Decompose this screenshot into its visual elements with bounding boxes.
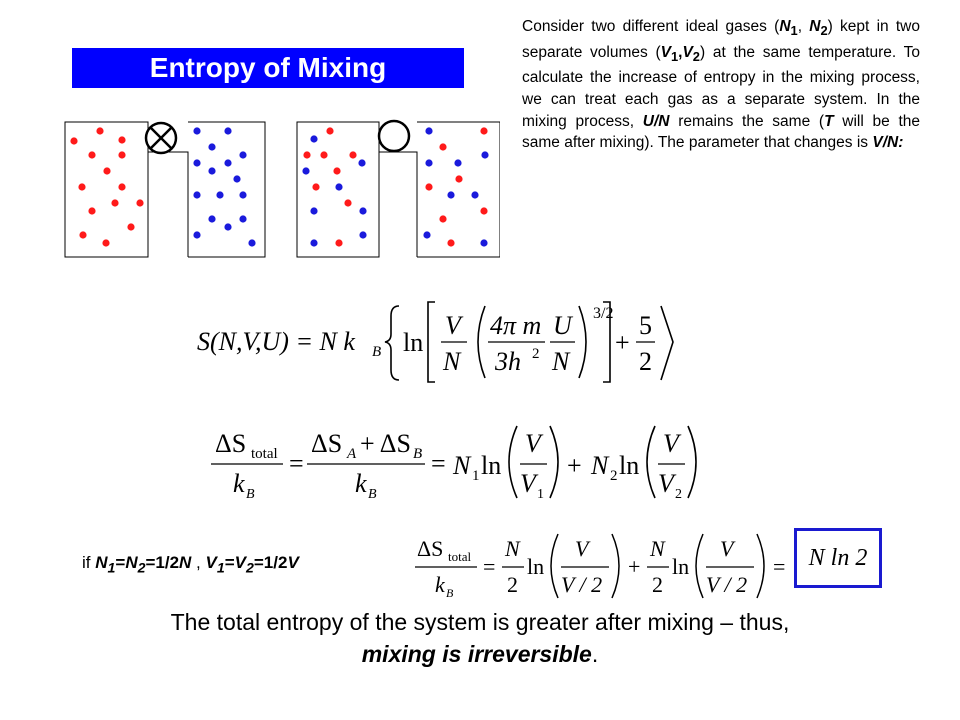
gas-particle xyxy=(239,191,246,198)
gas-particle xyxy=(447,239,454,246)
gas-particle xyxy=(439,215,446,222)
eq1-sub: B xyxy=(372,344,382,360)
eq3-v-num1: V xyxy=(575,536,589,561)
gas-particle xyxy=(358,159,365,166)
gas-particle xyxy=(425,127,432,134)
eq2-v2-sub: 2 xyxy=(675,487,682,502)
cond-var: V xyxy=(234,553,246,572)
eq1-frac2-den-sup: 2 xyxy=(532,346,540,362)
gas-particle xyxy=(312,183,319,190)
gas-particle xyxy=(359,231,366,238)
desc-sub: 1 xyxy=(790,23,798,39)
description-paragraph xyxy=(522,16,920,154)
eq2-ln1: ln xyxy=(481,451,502,480)
eq3-n2: N xyxy=(650,536,665,561)
gas-particle xyxy=(335,239,342,246)
gas-particle xyxy=(208,167,215,174)
gas-particle xyxy=(480,239,487,246)
gas-particle xyxy=(208,215,215,222)
eq3-v-den2: V / 2 xyxy=(706,572,748,597)
cond-sub: 2 xyxy=(246,560,254,577)
gas-particle xyxy=(193,231,200,238)
closed-valve-icon xyxy=(146,123,176,153)
cond-if: if xyxy=(82,553,96,572)
conclusion-line2 xyxy=(0,638,960,670)
eq2-ln2: ln xyxy=(619,451,640,480)
eq3-equals2: = xyxy=(773,554,786,579)
gas-particle xyxy=(224,127,231,134)
mixing-apparatus-diagram xyxy=(60,112,500,262)
eq2-kb2-sub: B xyxy=(368,487,377,502)
eq1-frac1-num: V xyxy=(445,311,461,340)
eq3-v-den1: V / 2 xyxy=(561,572,603,597)
eq2-v2: V xyxy=(658,469,674,498)
cond-eq: = xyxy=(115,553,126,572)
eq1-lhs: S(N,V,U) = N k xyxy=(197,327,355,356)
gas-particle xyxy=(248,239,255,246)
gas-particle xyxy=(118,183,125,190)
gas-particle xyxy=(310,135,317,142)
eq2-equals2: = xyxy=(431,449,446,478)
equal-mixing-equation xyxy=(413,530,793,602)
eq2-kb-sub: B xyxy=(246,487,255,502)
desc-var: V/N: xyxy=(872,134,904,152)
gas-particle xyxy=(439,143,446,150)
eq2-sum-num: ΔS xyxy=(311,429,343,458)
eq2-n2: N xyxy=(591,451,609,480)
eq1-frac1-den: N xyxy=(443,347,461,376)
desc-text: will be the same after mixing). The parameter that changes is xyxy=(522,112,921,152)
eq3-ln1: ln xyxy=(527,554,545,579)
eq3-plus: + xyxy=(628,554,641,579)
gas-particle xyxy=(303,151,310,158)
entropy-equation-sackur-tetrode xyxy=(195,296,695,386)
slide-title: Entropy of Mixing xyxy=(72,48,464,88)
gas-particle xyxy=(96,127,103,134)
gas-particle xyxy=(224,159,231,166)
gas-particle xyxy=(310,239,317,246)
eq2-v-num2: V xyxy=(663,429,679,458)
gas-particle xyxy=(88,151,95,158)
eq3-two2: 2 xyxy=(652,572,663,597)
conclusion xyxy=(0,606,960,670)
eq2-delta-s: ΔS xyxy=(215,429,247,458)
gas-particle xyxy=(88,207,95,214)
cond-var: V xyxy=(205,553,217,572)
gas-particle xyxy=(102,239,109,246)
gas-particle xyxy=(233,175,240,182)
desc-text: , xyxy=(797,18,810,35)
gas-particle xyxy=(480,127,487,134)
gas-particle xyxy=(454,159,461,166)
eq3-total: total xyxy=(448,549,472,564)
gas-particle xyxy=(333,167,340,174)
gas-particle xyxy=(193,127,200,134)
eq1-frac2-num: 4π m xyxy=(490,311,542,340)
cond-var: N xyxy=(125,553,138,572)
red-gas-particles xyxy=(70,127,143,246)
eq3-n1: N xyxy=(505,536,520,561)
gas-particle xyxy=(111,199,118,206)
eq1-plus: + xyxy=(615,328,630,357)
gas-particle xyxy=(335,183,342,190)
eq2-plus-ds: + ΔS xyxy=(360,429,411,458)
gas-particle xyxy=(118,151,125,158)
cond-var: N xyxy=(179,553,192,572)
eq1-frac2-den: 3h xyxy=(495,347,521,376)
eq2-sb: B xyxy=(413,446,423,462)
conclusion-emphasis: mixing is irreversible xyxy=(361,641,592,667)
gas-particle xyxy=(216,191,223,198)
blue-gas-particles xyxy=(193,127,255,246)
conclusion-line1: The total entropy of the system is greater after mixing – thus, xyxy=(170,609,790,635)
cond-sub: 2 xyxy=(137,560,146,577)
gas-particle xyxy=(481,151,488,158)
eq2-sa: A xyxy=(347,446,357,462)
gas-particle xyxy=(208,143,215,150)
eq2-kb2: k xyxy=(355,469,367,498)
eq3-delta-s: ΔS xyxy=(417,536,444,561)
eq2-v1: V xyxy=(520,469,536,498)
eq1-frac3-den: N xyxy=(552,347,570,376)
desc-text: ) at the same temperature. To calculate the increase of entropy in the mixing process, we can treat each gas as a separate system. In the mixing process, xyxy=(522,43,920,130)
desc-text: Consider two different ideal gases ( xyxy=(522,18,780,35)
open-valve-icon xyxy=(379,121,409,151)
gas-particle xyxy=(320,151,327,158)
gas-particle xyxy=(310,207,317,214)
gas-particle xyxy=(224,223,231,230)
result-box xyxy=(794,528,882,588)
desc-sub: 2 xyxy=(692,48,700,64)
desc-text: remains the same ( xyxy=(669,112,825,130)
cond-sep: , xyxy=(191,553,206,572)
eq2-kb: k xyxy=(233,469,245,498)
gas-particle xyxy=(471,191,478,198)
cond-eq: =1/2 xyxy=(253,553,288,572)
eq1-ln: ln xyxy=(403,328,424,357)
eq1-frac3-num: U xyxy=(553,311,572,340)
gas-particle xyxy=(349,151,356,158)
gas-particle xyxy=(118,136,125,143)
gas-particle xyxy=(78,183,85,190)
gas-particle xyxy=(193,159,200,166)
gas-particle xyxy=(425,159,432,166)
desc-var: U/N xyxy=(642,112,670,130)
gas-particle xyxy=(127,223,134,230)
desc-var: N xyxy=(779,18,791,35)
desc-text: , xyxy=(678,43,683,61)
cond-eq: =1/2 xyxy=(145,553,180,572)
mixing-condition xyxy=(82,553,299,576)
eq3-equals1: = xyxy=(483,554,496,579)
gas-particle xyxy=(326,127,333,134)
entropy-change-equation xyxy=(207,422,707,502)
gas-particle xyxy=(136,199,143,206)
gas-particle xyxy=(425,183,432,190)
cond-sub: 1 xyxy=(216,560,225,577)
desc-var: V xyxy=(682,43,693,61)
eq3-two1: 2 xyxy=(507,572,518,597)
desc-var: V xyxy=(660,43,671,61)
cond-sub: 1 xyxy=(107,560,116,577)
eq1-power: 3/2 xyxy=(593,305,614,322)
eq2-v-num1: V xyxy=(525,429,541,458)
eq2-n2-sub: 2 xyxy=(610,468,618,484)
eq2-equals1: = xyxy=(289,449,304,478)
eq2-v1-sub: 1 xyxy=(537,487,544,502)
gas-particle xyxy=(359,207,366,214)
gas-particle xyxy=(302,167,309,174)
eq3-kb: k xyxy=(435,572,445,597)
gas-particle xyxy=(103,167,110,174)
cond-var: V xyxy=(287,553,299,572)
gas-particle xyxy=(344,199,351,206)
gas-particle xyxy=(70,137,77,144)
eq1-frac4-den: 2 xyxy=(639,347,652,376)
eq2-plus: + xyxy=(567,451,582,480)
desc-text: ) kept in two separate volumes ( xyxy=(522,18,920,61)
gas-particle xyxy=(423,231,430,238)
desc-var: N xyxy=(809,18,821,35)
conclusion-period: . xyxy=(591,641,599,667)
gas-particle xyxy=(447,191,454,198)
eq2-total: total xyxy=(251,446,278,462)
eq3-kb-sub: B xyxy=(446,586,454,600)
desc-var: T xyxy=(824,112,834,130)
gas-particle xyxy=(193,191,200,198)
gas-particle xyxy=(239,151,246,158)
eq2-n1-sub: 1 xyxy=(472,468,480,484)
eq1-frac4-num: 5 xyxy=(639,311,652,340)
gas-particle xyxy=(79,231,86,238)
cond-var: N xyxy=(95,553,108,572)
gas-particle xyxy=(480,207,487,214)
eq2-n1: N xyxy=(453,451,471,480)
gas-particle xyxy=(239,215,246,222)
desc-sub: 1 xyxy=(670,48,679,64)
eq3-v-num2: V xyxy=(720,536,734,561)
gas-particle xyxy=(455,175,462,182)
desc-sub: 2 xyxy=(820,23,828,39)
eq3-ln2: ln xyxy=(672,554,690,579)
cond-eq: = xyxy=(224,553,235,572)
result-text: N ln 2 xyxy=(808,545,868,571)
